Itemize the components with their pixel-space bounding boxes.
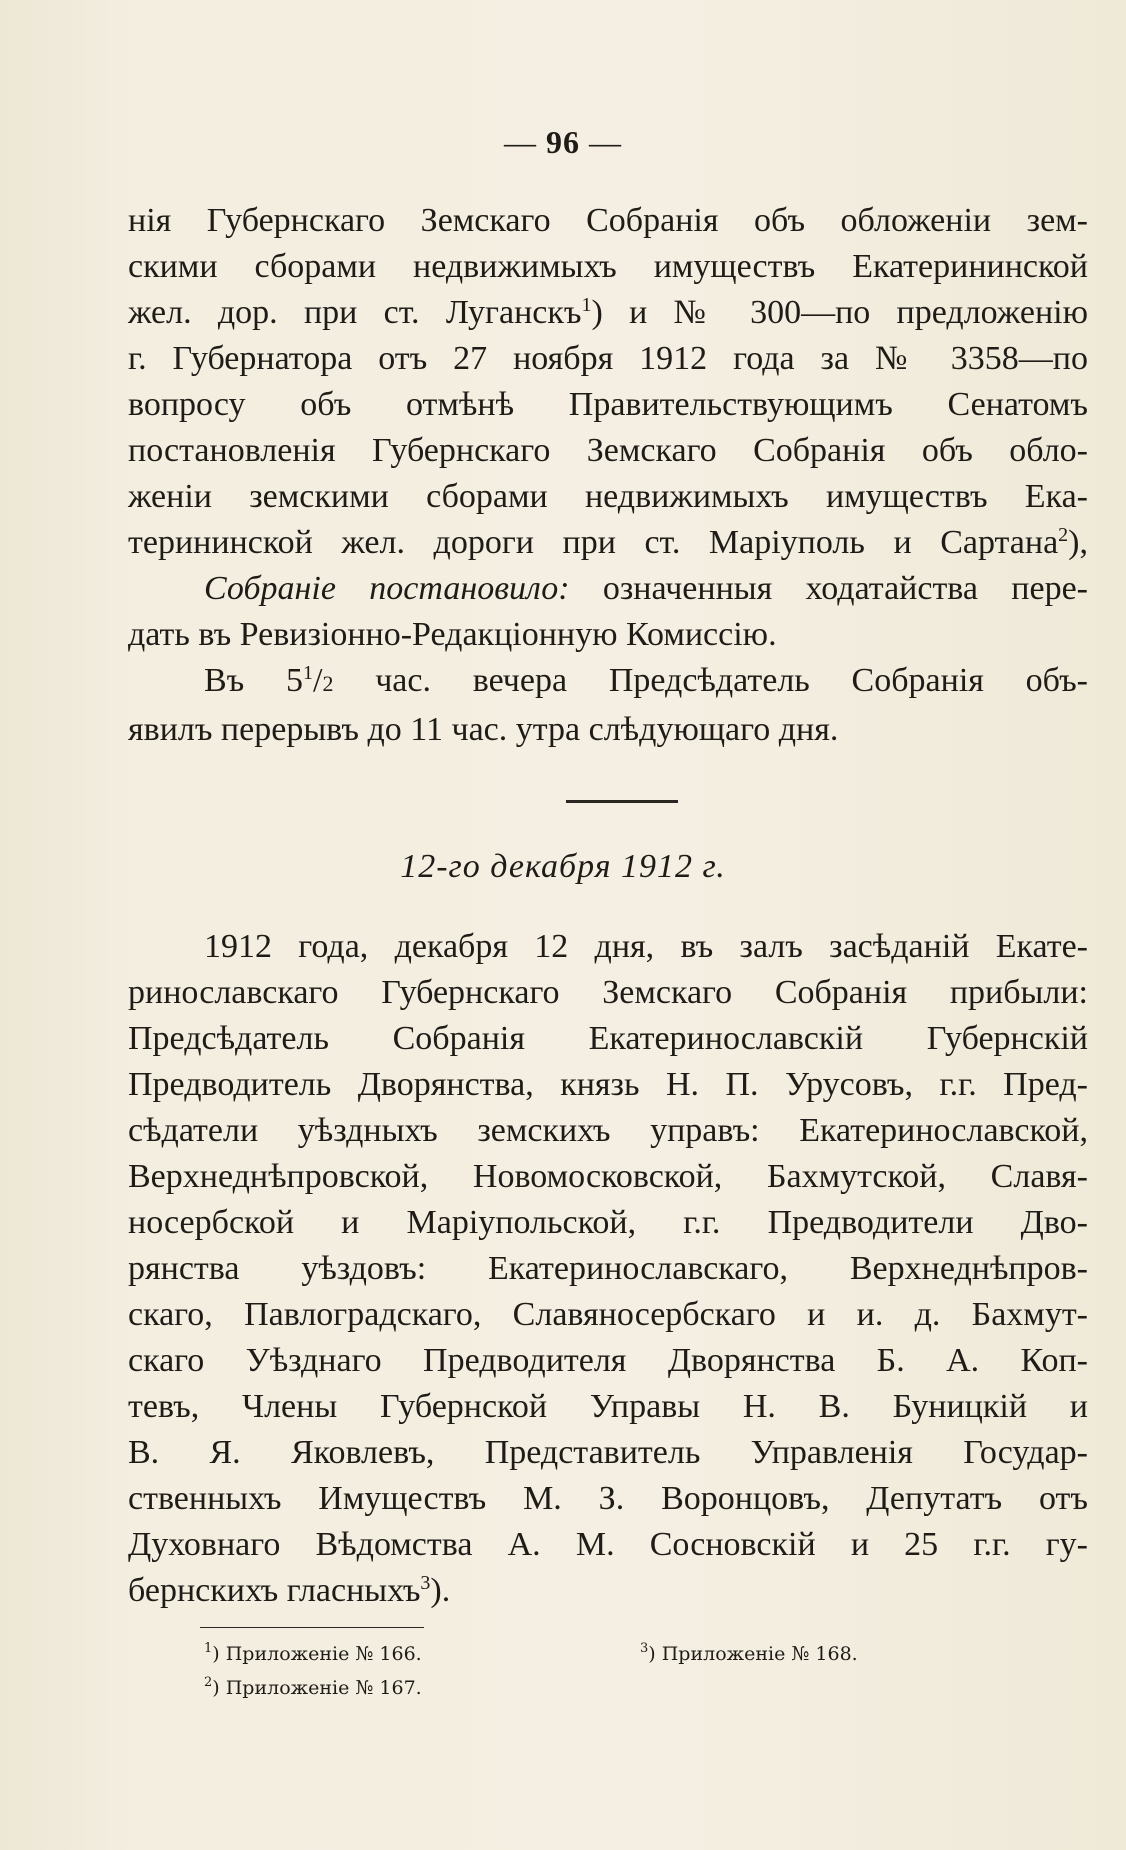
text-line-part: бернскихъ гласныхъ: [128, 1572, 421, 1609]
footnote-text: ) Приложеніе № 166.: [212, 1643, 422, 1665]
date-heading: 12-го декабря 1912 г.: [400, 848, 726, 885]
text-line: ственныхъ Имуществъ М. З. Воронцовъ, Депутатъ отъ: [128, 1480, 1088, 1517]
continuation-paragraph: [128, 198, 1088, 566]
text-line: нія Губернскаго Земскаго Собранія объ обложеніи зем-: [128, 202, 1088, 239]
footnote-mark: 2: [204, 1675, 213, 1690]
resolution-paragraph: [128, 566, 1088, 658]
text-line: явилъ перерывъ до 11 час. утра слѣдующаго дня.: [128, 711, 839, 748]
text-line: Предсѣдатель Собранія Екатеринославскій Губернскій: [128, 1020, 1088, 1057]
fraction-slash: /: [313, 662, 323, 699]
section-divider: [566, 800, 678, 803]
footnote-mark: 1: [204, 1641, 213, 1656]
footnote-mark: 2: [1058, 524, 1069, 546]
footnote-3: [640, 1642, 858, 1666]
text-line: Предводитель Дворянства, князь Н. П. Урусовъ, г.г. Пред-: [128, 1066, 1088, 1103]
text-line-with-note: [128, 290, 1088, 336]
footnote-2: [204, 1676, 422, 1700]
attendance-paragraph: [128, 924, 1088, 1614]
text-line: скими сборами недвижимыхъ имуществъ Екатерининской: [128, 248, 1088, 285]
footnote-1: [204, 1642, 422, 1666]
recess-paragraph: [128, 658, 1088, 753]
text-line-part: час. вечера Предсѣдатель Собранія объ-: [333, 662, 1088, 699]
text-line: носербской и Маріупольской, г.г. Предводители Дво-: [128, 1204, 1088, 1241]
text-line: постановленія Губернскаго Земскаго Собранія объ обло-: [128, 432, 1088, 469]
text-line: г. Губернатора отъ 27 ноября 1912 года за № 3358—по: [128, 340, 1088, 377]
text-line: вопросу объ отмѣнѣ Правительствующимъ Сенатомъ: [128, 386, 1088, 423]
page-number-dash-right: —: [589, 124, 622, 160]
text-line: 1912 года, декабря 12 дня, въ залъ засѣданій Екате-: [204, 928, 1088, 965]
text-line-part: терининской жел. дороги при ст. Маріуполь и Сартана: [128, 524, 1059, 561]
page-number-value: 96: [546, 124, 580, 160]
text-line: Духовнаго Вѣдомства А. М. Сосновскій и 25 г.г. гу-: [128, 1526, 1088, 1563]
text-line: женіи земскими сборами недвижимыхъ имуществъ Ека-: [128, 478, 1088, 515]
text-line: ринославскаго Губернскаго Земскаго Собранія прибыли:: [128, 974, 1088, 1011]
page-number-dash-left: —: [504, 124, 537, 160]
text-line: Верхнеднѣпровской, Новомосковской, Бахмутской, Славя-: [128, 1158, 1088, 1195]
text-line-part: ),: [1068, 524, 1088, 561]
fraction-numerator: 1: [303, 662, 313, 684]
text-line-part: ).: [430, 1572, 451, 1609]
italic-lead: Собраніе постановило:: [204, 570, 570, 607]
page-number: [0, 124, 1126, 161]
footnote-text: ) Приложеніе № 168.: [648, 1643, 858, 1665]
text-line: дать въ Ревизіонно-Редакціонную Комиссію.: [128, 616, 777, 653]
footnote-separator: [200, 1627, 424, 1628]
text-line-with-italic-lead: [128, 566, 1088, 612]
footnote-mark: 3: [640, 1641, 649, 1656]
text-line: скаго, Павлоградскаго, Славяносербскаго и и. д. Бахмут-: [128, 1296, 1088, 1333]
footnote-mark: 1: [581, 294, 592, 316]
text-line: рянства уѣздовъ: Екатеринославскаго, Верхнеднѣпров-: [128, 1250, 1088, 1287]
text-line-part: ) и № 300—по предложенію: [591, 294, 1088, 331]
text-line-part: означенныя ходатайства пере-: [569, 570, 1089, 607]
footnote-mark: 3: [420, 1572, 431, 1594]
text-line: тевъ, Члены Губернской Управы Н. В. Буницкій и: [128, 1388, 1088, 1425]
text-line: В. Я. Яковлевъ, Представитель Управленія Государ-: [128, 1434, 1088, 1471]
text-line-part: Въ 5: [204, 662, 303, 699]
text-line-with-note: [128, 520, 1088, 566]
fraction-denominator: 2: [322, 671, 334, 696]
text-line: сѣдатели уѣздныхъ земскихъ управъ: Екатеринославской,: [128, 1112, 1088, 1149]
text-line-part: жел. дор. при ст. Луганскъ: [128, 294, 582, 331]
footnote-text: ) Приложеніе № 167.: [212, 1677, 422, 1699]
text-line: скаго Уѣзднаго Предводителя Дворянства Б. А. Коп-: [128, 1342, 1088, 1379]
text-line-with-fraction: [128, 658, 1088, 707]
text-line-with-note: [128, 1568, 1088, 1614]
